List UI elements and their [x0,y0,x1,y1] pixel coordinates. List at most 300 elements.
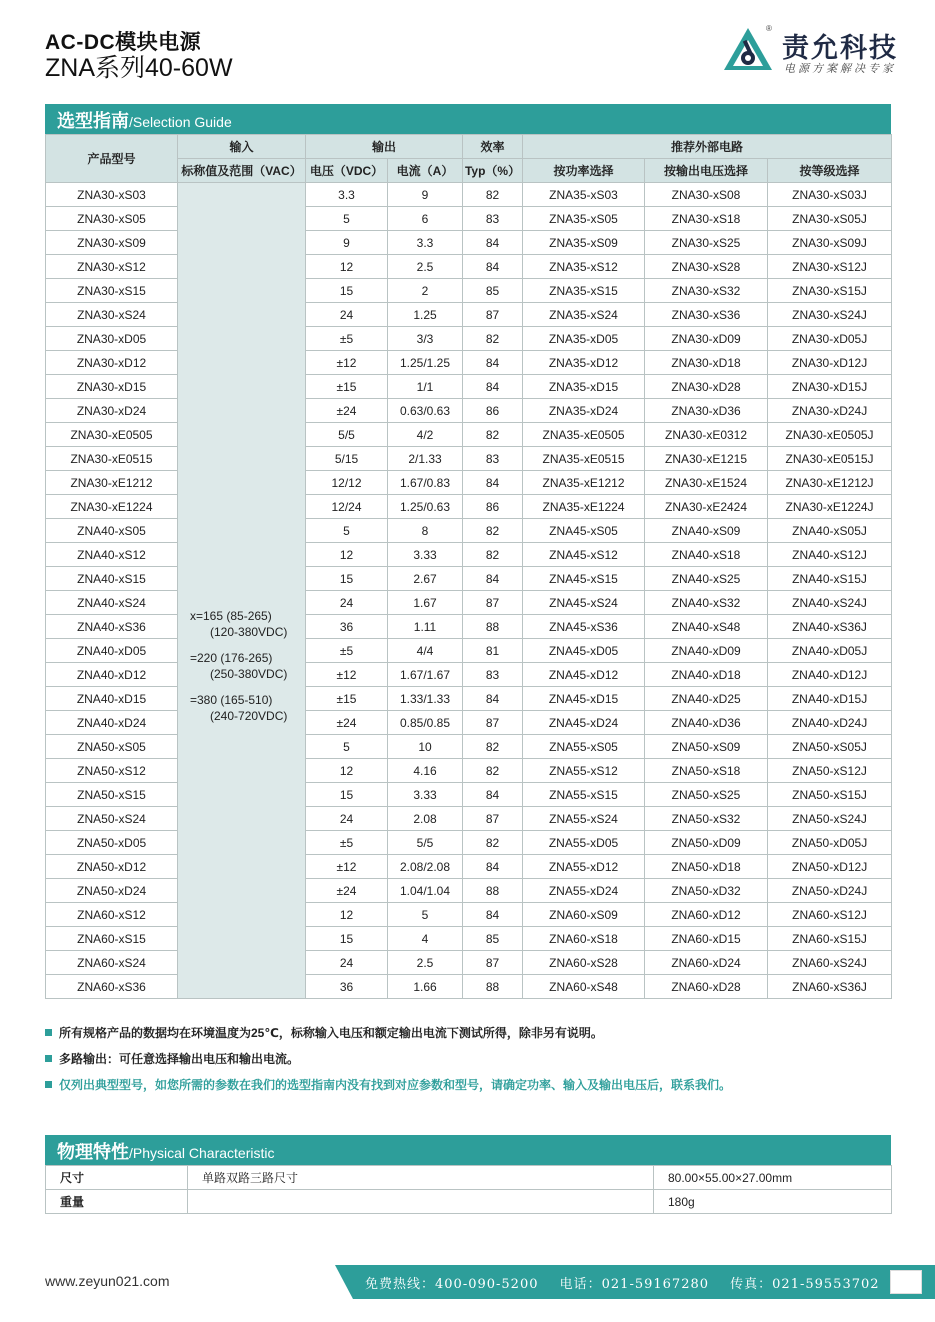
cell-by-grade: ZNA50-xS12J [768,759,892,783]
cell-model: ZNA30-xE1224 [46,495,178,519]
cell-current: 2.5 [388,951,463,975]
table-row [46,207,892,231]
cell-typ: 87 [463,591,523,615]
note-text: 多路输出：可任意选择输出电压和输出电流。 [59,1052,300,1066]
selection-guide-table [45,134,892,999]
cell-voltage: 36 [306,975,388,999]
cell-model: ZNA30-xS24 [46,303,178,327]
cell-current: 5/5 [388,831,463,855]
cell-by-power: ZNA60-xS48 [523,975,645,999]
cell-by-power: ZNA45-xD15 [523,687,645,711]
cell-by-power: ZNA35-xS12 [523,255,645,279]
cell-voltage: 15 [306,927,388,951]
input-range-main: x=165 (85-265) [190,608,272,623]
brand-name: 责允科技 [782,33,898,63]
cell-by-grade: ZNA30-xS24J [768,303,892,327]
cell-current: 9 [388,183,463,207]
cell-by-voltage: ZNA60-xD28 [645,975,768,999]
cell-current: 3.33 [388,543,463,567]
table-row [46,471,892,495]
cell-by-grade: ZNA30-xS05J [768,207,892,231]
cell-current: 1.67/1.67 [388,663,463,687]
col-header-current: 电流（A） [388,159,463,183]
cell-current: 6 [388,207,463,231]
cell-by-voltage: ZNA30-xD36 [645,399,768,423]
cell-voltage: 12/24 [306,495,388,519]
cell-current: 5 [388,903,463,927]
page-number-box [890,1270,922,1294]
col-header-input-range: 标称值及范围（VAC） [178,159,306,183]
cell-by-power: ZNA45-xS24 [523,591,645,615]
col-header-model: 产品型号 [46,135,178,183]
cell-by-grade: ZNA50-xD24J [768,879,892,903]
cell-by-power: ZNA35-xD05 [523,327,645,351]
cell-model: ZNA50-xS15 [46,783,178,807]
cell-model: ZNA30-xS03 [46,183,178,207]
cell-voltage: 24 [306,303,388,327]
cell-by-power: ZNA35-xE0505 [523,423,645,447]
cell-model: ZNA30-xE1212 [46,471,178,495]
table-row [46,399,892,423]
cell-by-power: ZNA35-xS05 [523,207,645,231]
footer-url: www.zeyun021.com [45,1273,170,1289]
col-header-input: 输入 [178,135,306,159]
cell-by-power: ZNA35-xE1212 [523,471,645,495]
cell-by-voltage: ZNA30-xS18 [645,207,768,231]
cell-by-grade: ZNA40-xD24J [768,711,892,735]
cell-current: 4/2 [388,423,463,447]
cell-voltage: 15 [306,783,388,807]
table-row [46,735,892,759]
physical-table [45,1165,892,1214]
cell-typ: 81 [463,639,523,663]
cell-by-grade: ZNA60-xS12J [768,903,892,927]
phys-desc [188,1190,654,1214]
cell-by-grade: ZNA60-xS15J [768,927,892,951]
cell-current: 2.67 [388,567,463,591]
cell-by-grade: ZNA30-xD12J [768,351,892,375]
cell-model: ZNA40-xS24 [46,591,178,615]
cell-by-voltage: ZNA50-xS25 [645,783,768,807]
cell-by-voltage: ZNA50-xS18 [645,759,768,783]
cell-by-grade: ZNA30-xS03J [768,183,892,207]
cell-by-grade: ZNA30-xS09J [768,231,892,255]
cell-by-grade: ZNA50-xD05J [768,831,892,855]
cell-current: 1/1 [388,375,463,399]
selection-guide-header [45,104,891,134]
cell-model: ZNA40-xD05 [46,639,178,663]
cell-by-power: ZNA35-xD15 [523,375,645,399]
cell-by-voltage: ZNA40-xD36 [645,711,768,735]
cell-model: ZNA50-xD24 [46,879,178,903]
cell-current: 1.25/1.25 [388,351,463,375]
table-row [46,231,892,255]
table-row [46,903,892,927]
cell-typ: 82 [463,327,523,351]
cell-by-power: ZNA45-xD24 [523,711,645,735]
table-row [46,255,892,279]
cell-voltage: ±5 [306,831,388,855]
cell-by-grade: ZNA50-xD12J [768,855,892,879]
cell-typ: 88 [463,975,523,999]
cell-typ: 84 [463,567,523,591]
cell-by-power: ZNA45-xD12 [523,663,645,687]
table-row [46,807,892,831]
input-range-sub: (120-380VDC) [210,624,288,639]
cell-voltage: ±5 [306,327,388,351]
footer-contacts [365,1273,896,1292]
table-row [46,423,892,447]
cell-by-grade: ZNA50-xS05J [768,735,892,759]
physical-header [45,1135,891,1165]
cell-by-voltage: ZNA30-xS32 [645,279,768,303]
table-row [46,759,892,783]
cell-by-grade: ZNA30-xE1212J [768,471,892,495]
col-header-efficiency: 效率 [463,135,523,159]
bullet-square-icon [45,1081,52,1088]
cell-by-voltage: ZNA60-xD12 [645,903,768,927]
cell-voltage: 9 [306,231,388,255]
cell-current: 2.5 [388,255,463,279]
cell-by-voltage: ZNA50-xS32 [645,807,768,831]
cell-typ: 84 [463,903,523,927]
cell-by-power: ZNA45-xS12 [523,543,645,567]
cell-by-power: ZNA45-xS36 [523,615,645,639]
cell-model: ZNA30-xE0515 [46,447,178,471]
cell-voltage: 5 [306,735,388,759]
cell-input-range [178,183,306,999]
table-row [46,303,892,327]
cell-model: ZNA30-xS12 [46,255,178,279]
cell-by-power: ZNA60-xS28 [523,951,645,975]
cell-by-voltage: ZNA30-xS08 [645,183,768,207]
cell-by-voltage: ZNA30-xS28 [645,255,768,279]
cell-by-voltage: ZNA40-xD18 [645,663,768,687]
cell-model: ZNA40-xS36 [46,615,178,639]
cell-current: 10 [388,735,463,759]
table-row [46,855,892,879]
physical-title-cn: 物理特性 [57,1142,129,1162]
cell-by-power: ZNA55-xS12 [523,759,645,783]
table-row [46,567,892,591]
table-row [46,831,892,855]
cell-by-grade: ZNA40-xD05J [768,639,892,663]
cell-typ: 84 [463,687,523,711]
cell-voltage: 5/5 [306,423,388,447]
bullet-square-icon [45,1055,52,1062]
note-item [45,1076,891,1102]
cell-by-grade: ZNA40-xS36J [768,615,892,639]
cell-typ: 84 [463,351,523,375]
cell-typ: 84 [463,855,523,879]
phys-value: 80.00×55.00×27.00mm [654,1166,892,1190]
cell-voltage: ±12 [306,351,388,375]
brand-slogan: 电源方案解决专家 [784,63,896,75]
cell-model: ZNA50-xS05 [46,735,178,759]
table-row [46,879,892,903]
cell-by-grade: ZNA40-xD12J [768,663,892,687]
cell-by-grade: ZNA40-xS24J [768,591,892,615]
cell-typ: 84 [463,255,523,279]
cell-by-voltage: ZNA30-xD18 [645,351,768,375]
cell-by-voltage: ZNA50-xS09 [645,735,768,759]
cell-model: ZNA40-xD24 [46,711,178,735]
input-range-sub: (250-380VDC) [210,666,288,681]
col-header-typ: Typ（%） [463,159,523,183]
cell-typ: 85 [463,927,523,951]
table-row [46,783,892,807]
cell-by-grade: ZNA40-xS12J [768,543,892,567]
cell-typ: 85 [463,279,523,303]
cell-by-voltage: ZNA40-xS48 [645,615,768,639]
cell-voltage: 5 [306,207,388,231]
cell-voltage: 15 [306,567,388,591]
cell-typ: 83 [463,207,523,231]
table-row [46,375,892,399]
cell-model: ZNA50-xS12 [46,759,178,783]
cell-by-voltage: ZNA30-xE0312 [645,423,768,447]
cell-current: 2/1.33 [388,447,463,471]
phys-label: 重量 [46,1190,188,1214]
registered-mark: ® [766,24,772,33]
cell-voltage: ±12 [306,855,388,879]
cell-by-power: ZNA55-xD05 [523,831,645,855]
cell-voltage: ±15 [306,375,388,399]
cell-voltage: 15 [306,279,388,303]
cell-by-power: ZNA55-xD12 [523,855,645,879]
cell-by-power: ZNA45-xS05 [523,519,645,543]
phys-label: 尺寸 [46,1166,188,1190]
cell-typ: 82 [463,543,523,567]
cell-by-grade: ZNA30-xD24J [768,399,892,423]
note-text: 仅列出典型型号，如您所需的参数在我们的选型指南内没有找到对应参数和型号，请确定功率、输入及输出电压后，联系我们。 [59,1078,732,1092]
cell-by-power: ZNA60-xS18 [523,927,645,951]
cell-current: 1.67/0.83 [388,471,463,495]
bullet-square-icon [45,1029,52,1036]
cell-voltage: 12/12 [306,471,388,495]
footer-hotline: 免费热线：400-090-5200 [365,1277,539,1292]
cell-current: 3.33 [388,783,463,807]
cell-model: ZNA50-xD12 [46,855,178,879]
cell-by-power: ZNA60-xS09 [523,903,645,927]
table-row [46,615,892,639]
cell-voltage: 5 [306,519,388,543]
cell-current: 1.04/1.04 [388,879,463,903]
table-row [46,327,892,351]
input-range-group [190,650,305,682]
cell-model: ZNA60-xS36 [46,975,178,999]
cell-model: ZNA60-xS12 [46,903,178,927]
cell-typ: 83 [463,663,523,687]
table-row [46,447,892,471]
table-row [46,951,892,975]
table-row [46,351,892,375]
cell-by-power: ZNA55-xS24 [523,807,645,831]
cell-by-power: ZNA55-xD24 [523,879,645,903]
input-range-main: =220 (176-265) [190,650,273,665]
cell-by-power: ZNA55-xS15 [523,783,645,807]
cell-voltage: ±24 [306,879,388,903]
cell-by-voltage: ZNA30-xS25 [645,231,768,255]
cell-voltage: 24 [306,591,388,615]
cell-model: ZNA30-xD05 [46,327,178,351]
cell-typ: 87 [463,303,523,327]
cell-by-grade: ZNA60-xS36J [768,975,892,999]
notes-section [45,1024,891,1102]
cell-model: ZNA40-xS15 [46,567,178,591]
cell-typ: 86 [463,495,523,519]
col-header-by-grade: 按等级选择 [768,159,892,183]
input-range-group [190,692,305,724]
cell-by-grade: ZNA30-xD05J [768,327,892,351]
doc-title-line1: AC-DC模块电源 [45,31,202,54]
col-header-recommended: 推荐外部电路 [523,135,892,159]
cell-typ: 83 [463,447,523,471]
col-header-output: 输出 [306,135,463,159]
cell-current: 8 [388,519,463,543]
cell-typ: 87 [463,951,523,975]
table-row [46,1166,892,1190]
note-item [45,1024,891,1050]
cell-by-voltage: ZNA40-xS32 [645,591,768,615]
cell-voltage: 12 [306,255,388,279]
cell-by-grade: ZNA30-xE0515J [768,447,892,471]
cell-by-power: ZNA35-xS24 [523,303,645,327]
cell-voltage: ±5 [306,639,388,663]
cell-current: 2.08 [388,807,463,831]
cell-current: 1.67 [388,591,463,615]
cell-by-power: ZNA35-xS09 [523,231,645,255]
cell-model: ZNA40-xD15 [46,687,178,711]
cell-model: ZNA30-xS05 [46,207,178,231]
cell-by-power: ZNA45-xS15 [523,567,645,591]
table-row [46,495,892,519]
cell-current: 1.25/0.63 [388,495,463,519]
cell-by-power: ZNA35-xE0515 [523,447,645,471]
cell-by-power: ZNA35-xS03 [523,183,645,207]
cell-voltage: 12 [306,903,388,927]
table-row [46,279,892,303]
cell-by-grade: ZNA50-xS24J [768,807,892,831]
cell-current: 4 [388,927,463,951]
cell-by-voltage: ZNA40-xS18 [645,543,768,567]
input-range-group [190,608,305,640]
cell-model: ZNA60-xS15 [46,927,178,951]
cell-voltage: 5/15 [306,447,388,471]
cell-model: ZNA30-xD15 [46,375,178,399]
cell-model: ZNA30-xE0505 [46,423,178,447]
cell-model: ZNA30-xD12 [46,351,178,375]
cell-model: ZNA60-xS24 [46,951,178,975]
note-text: 所有规格产品的数据均在环境温度为25℃，标称输入电压和额定输出电流下测试所得，除非另有说明。 [59,1026,603,1040]
cell-current: 2.08/2.08 [388,855,463,879]
cell-current: 0.63/0.63 [388,399,463,423]
cell-by-power: ZNA35-xS15 [523,279,645,303]
cell-typ: 82 [463,423,523,447]
cell-by-voltage: ZNA30-xE1215 [645,447,768,471]
cell-model: ZNA40-xS12 [46,543,178,567]
cell-by-voltage: ZNA40-xS25 [645,567,768,591]
cell-current: 1.11 [388,615,463,639]
cell-by-power: ZNA35-xD24 [523,399,645,423]
cell-voltage: 36 [306,615,388,639]
cell-typ: 88 [463,879,523,903]
cell-voltage: ±12 [306,663,388,687]
table-row [46,543,892,567]
cell-by-grade: ZNA30-xD15J [768,375,892,399]
table-row [46,927,892,951]
phys-value: 180g [654,1190,892,1214]
input-range-sub: (240-720VDC) [210,708,288,723]
cell-voltage: 24 [306,951,388,975]
cell-model: ZNA40-xS05 [46,519,178,543]
cell-model: ZNA30-xD24 [46,399,178,423]
cell-by-voltage: ZNA40-xS09 [645,519,768,543]
table-row [46,711,892,735]
table-row [46,519,892,543]
cell-by-grade: ZNA60-xS24J [768,951,892,975]
cell-by-power: ZNA55-xS05 [523,735,645,759]
cell-current: 1.66 [388,975,463,999]
cell-typ: 87 [463,807,523,831]
cell-by-power: ZNA35-xD12 [523,351,645,375]
cell-current: 4/4 [388,639,463,663]
cell-model: ZNA50-xD05 [46,831,178,855]
cell-by-grade: ZNA40-xS05J [768,519,892,543]
doc-title-line2: ZNA系列40-60W [45,54,233,82]
cell-voltage: ±15 [306,687,388,711]
cell-by-voltage: ZNA30-xD09 [645,327,768,351]
cell-by-voltage: ZNA30-xD28 [645,375,768,399]
cell-by-grade: ZNA30-xS12J [768,255,892,279]
cell-model: ZNA50-xS24 [46,807,178,831]
cell-by-voltage: ZNA40-xD09 [645,639,768,663]
cell-by-grade: ZNA30-xE0505J [768,423,892,447]
cell-voltage: 24 [306,807,388,831]
cell-typ: 82 [463,183,523,207]
cell-by-grade: ZNA30-xE1224J [768,495,892,519]
cell-voltage: ±24 [306,711,388,735]
cell-current: 0.85/0.85 [388,711,463,735]
cell-current: 3.3 [388,231,463,255]
table-row [46,591,892,615]
cell-current: 3/3 [388,327,463,351]
cell-typ: 82 [463,519,523,543]
cell-voltage: 3.3 [306,183,388,207]
cell-by-voltage: ZNA40-xD25 [645,687,768,711]
cell-voltage: 12 [306,543,388,567]
table-row [46,183,892,207]
table-row [46,663,892,687]
cell-by-voltage: ZNA30-xE1524 [645,471,768,495]
cell-by-voltage: ZNA30-xE2424 [645,495,768,519]
footer-phone: 电话：021-59167280 [559,1277,710,1292]
table-row [46,975,892,999]
cell-by-voltage: ZNA60-xD15 [645,927,768,951]
cell-current: 1.33/1.33 [388,687,463,711]
cell-by-voltage: ZNA30-xS36 [645,303,768,327]
cell-voltage: 12 [306,759,388,783]
phys-desc: 单路双路三路尺寸 [188,1166,654,1190]
cell-current: 2 [388,279,463,303]
cell-typ: 82 [463,831,523,855]
input-range-main: =380 (165-510) [190,692,273,707]
cell-by-voltage: ZNA60-xD24 [645,951,768,975]
table-row [46,639,892,663]
cell-by-grade: ZNA30-xS15J [768,279,892,303]
cell-typ: 84 [463,231,523,255]
selection-guide-title-cn: 选型指南 [57,111,129,131]
